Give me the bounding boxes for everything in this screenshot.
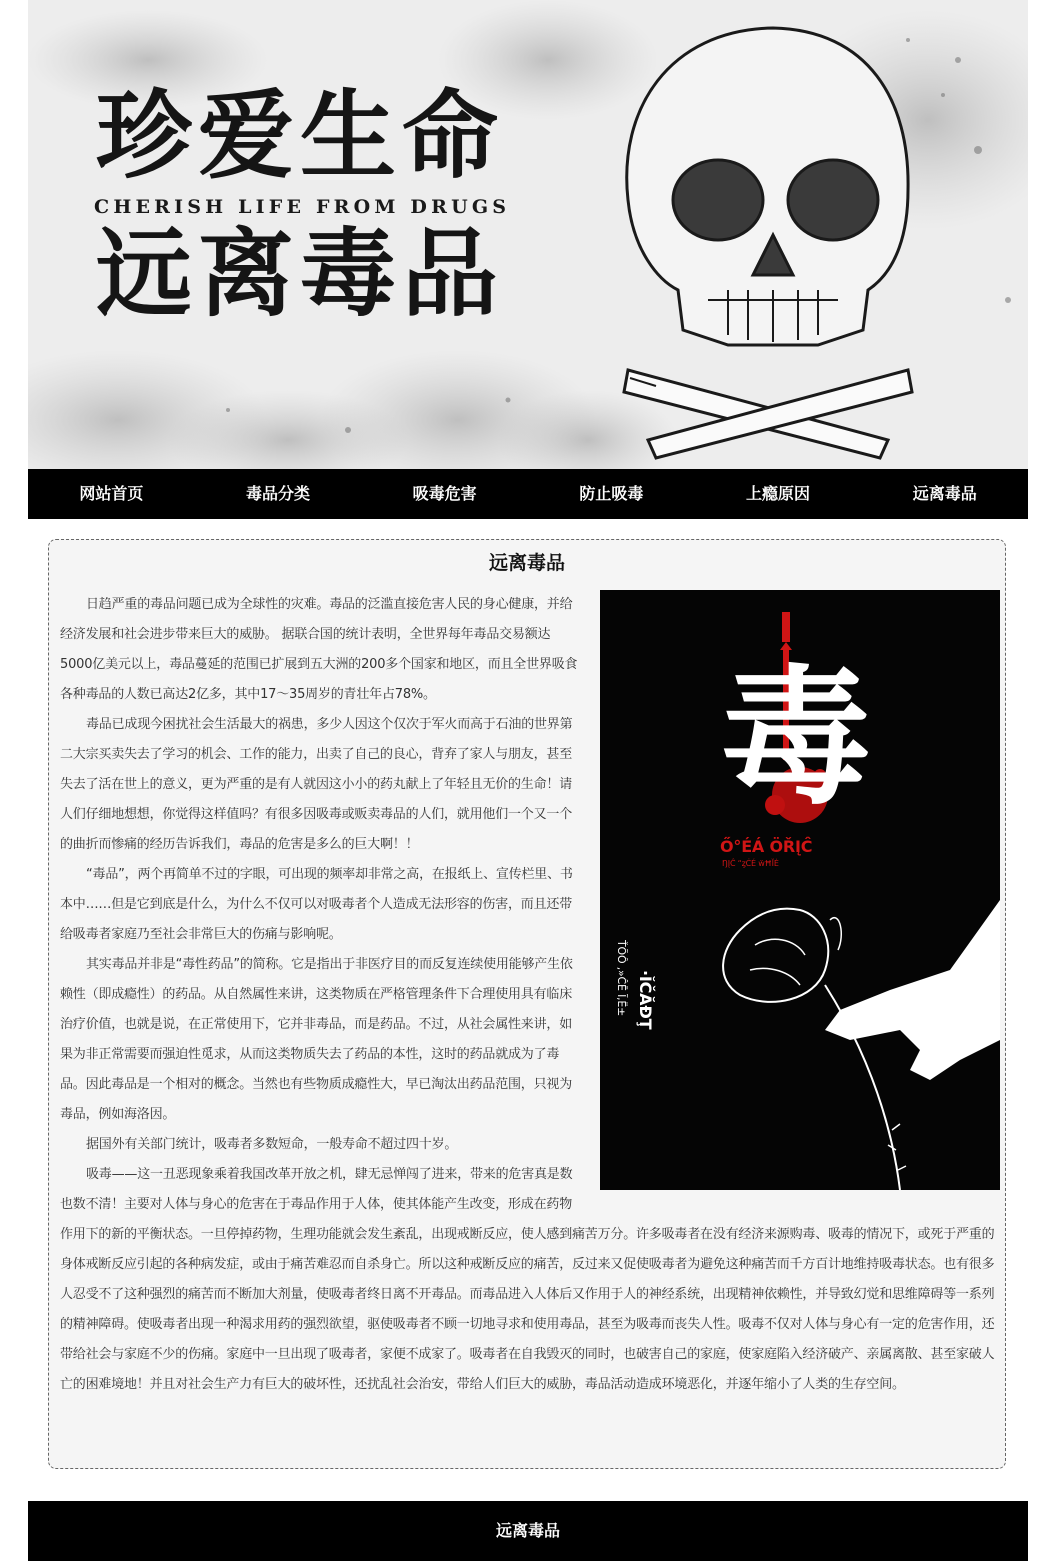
article-paragraph: 据国外有关部门统计，吸毒者多数短命，一般寿命不超过四十岁。: [86, 1137, 458, 1152]
poster-tag-line2: ŊĮĈ “ȥĊÉ ẅĦĬĖ: [722, 859, 779, 868]
article-paragraph: 日趋严重的毒品问题已成为全球性的灾难。毒品的泛滥直接危害人民的身心健康，并给经济发展和社会进步带来巨大的威胁。 据联合国的统计表明，全世界每年毒品交易额达5000亿美元以上，毒品蔓延的范围已扩展到五大洲的200多个国家和地区，而且全世界吸食各种毒品的人数已高达2亿多，其中17～35周岁的青壮年占78%。: [60, 597, 578, 702]
article-body: [60, 590, 1000, 1400]
poster-char: 毒: [721, 650, 871, 826]
article-title: 远离毒品: [488, 552, 565, 574]
article-box: [48, 539, 1006, 1469]
footer-text: 远离毒品: [495, 1521, 560, 1540]
article-paragraph: 其实毒品并非是“毒性药品”的简称。它是指出于非医疗目的而反复连续使用能够产生依赖性（即成瘾性）的药品。从自然属性来讲，这类物质在严格管理条件下合理使用具有临床治疗价值，也就是说，在正常使用下，它并非毒品，而是药品。不过，从社会属性来讲，如果为非正常需要而强迫性觅求，从而这类物质失去了药品的本性，这时的药品就成为了毒品。因此毒品是一个相对的概念。当然也有些物质成瘾性大，早已淘汰出药品范围，只视为毒品，例如海洛因。: [60, 957, 573, 1122]
poster-side-line2: ŤÕÔ ,»ĈĒ Ĩ,Ë±: [615, 940, 628, 1017]
footer-bar: [28, 1501, 1028, 1561]
poster-tag-line1: Ő°ÉÁ ÖŘĮĈ: [720, 837, 813, 856]
nav-item-drug-harm[interactable]: 吸毒危害: [412, 484, 477, 503]
article-paragraph: 毒品已成现今困扰社会生活最大的祸患，多少人因这个仅次于军火而高于石油的世界第二大宗买卖失去了学习的机会、工作的能力，出卖了自己的良心，背弃了家人与朋友，甚至失去了活在世上的意义，更为严重的是有人就因这小小的药丸献上了年轻且无价的生命！请人们仔细地想想，你觉得这样值吗？有很多因吸毒或贩卖毒品的人们，就用他们一个又一个的曲折而惨痛的经历告诉我们，毒品的危害是多么的巨大啊！！: [60, 717, 573, 852]
nav-item-drug-types[interactable]: 毒品分类: [246, 484, 311, 503]
poster-side-line1: ·ĬČĂĐŢ: [636, 970, 655, 1030]
nav-item-home[interactable]: 网站首页: [79, 484, 144, 503]
banner-subtitle: CHERISH LIFE FROM DRUGS: [94, 196, 511, 218]
banner-title-line2: 远离毒品: [96, 217, 504, 330]
article-paragraph: 吸毒——这一丑恶现象乘着我国改革开放之机，肆无忌惮闯了进来，带来的危害真是数也数不清！主要对人体与身心的危害在于毒品作用于人体，使其体能产生改变，形成在药物作用下的新的平衡状态。一旦停掉药物，生理功能就会发生紊乱，出现戒断反应，使人感到痛苦万分。许多吸毒者在没有经济来源购毒、吸毒的情况下，或死于严重的身体戒断反应引起的各种病发症，或由于痛苦难忍而自杀身亡。所以这种戒断反应的痛苦，反过来又促使吸毒者为避免这种痛苦而千方百计地维持吸毒状态。也有很多人忍受不了这种强烈的痛苦而不断加大剂量，使吸毒者终日离不开毒品。而毒品进入人体后又作用于人的神经系统，出现精神依赖性，并导致幻觉和思维障碍等一系列的精神障碍。使吸毒者出现一种渴求用药的强烈欲望，驱使吸毒者不顾一切地寻求和使用毒品，甚至为吸毒而丧失人性。吸毒不仅对人体与身心有一定的危害作用，还带给社会与家庭不少的伤痛。家庭中一旦出现了吸毒者，家便不成家了。吸毒者在自我毁灭的同时，也破害自己的家庭，使家庭陷入经济破产、亲属离散、甚至家破人亡的困难境地！并且对社会生产力有巨大的破坏性，还扰乱社会治安，带给人们巨大的威胁，毒品活动造成环境恶化，并逐年缩小了人类的生存空间。: [60, 1167, 995, 1392]
poster-artwork: [600, 590, 1000, 1190]
nav-item-prevention[interactable]: 防止吸毒: [579, 484, 644, 503]
article-paragraph: “毒品”，两个再简单不过的字眼，可出现的频率却非常之高，在报纸上、宣传栏里、书本中……但是它到底是什么，为什么不仅可以对吸毒者个人造成无法形容的伤害，而且还带给吸毒者家庭乃至社会非常巨大的伤痛与影响呢。: [60, 867, 573, 942]
banner-title-line1: 珍爱生命: [96, 79, 504, 192]
page-wrapper: [28, 0, 1028, 1540]
header-banner: [28, 0, 1028, 469]
nav-item-stay-away[interactable]: 远离毒品: [912, 484, 977, 503]
poster-image: [600, 590, 1000, 1190]
main-nav: [28, 469, 1028, 519]
nav-item-addiction-causes[interactable]: 上瘾原因: [746, 484, 811, 503]
